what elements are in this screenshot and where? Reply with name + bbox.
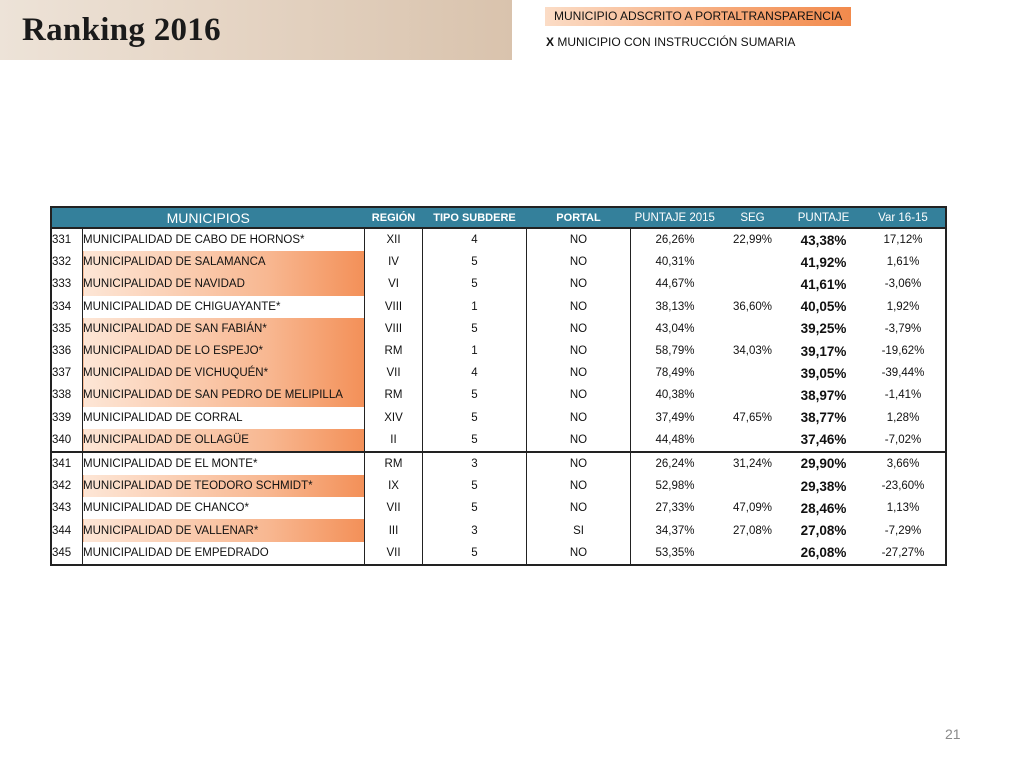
- portal-cell: NO: [527, 384, 631, 406]
- puntaje-2015-cell: 40,38%: [631, 384, 720, 406]
- table-row: [51, 296, 946, 318]
- seg-cell: [719, 251, 786, 273]
- region-cell: VI: [365, 273, 423, 295]
- legend-sumaria: [546, 35, 795, 49]
- puntaje-2015-cell: 44,67%: [631, 273, 720, 295]
- portal-cell: NO: [527, 497, 631, 519]
- table-row: [51, 429, 946, 452]
- header-puntaje-2015: PUNTAJE 2015: [631, 207, 720, 228]
- rank-cell: 338: [51, 384, 83, 406]
- puntaje-cell: 38,97%: [800, 387, 847, 403]
- ranking-table: [50, 206, 947, 566]
- variation-cell: -1,41%: [861, 384, 946, 406]
- region-cell: VII: [365, 362, 423, 384]
- puntaje-2015-cell: 44,48%: [631, 429, 720, 452]
- seg-cell: 36,60%: [732, 300, 772, 313]
- puntaje-2015-cell: 26,24%: [631, 452, 720, 475]
- table-row: [51, 362, 946, 384]
- puntaje-cell: 41,92%: [800, 254, 847, 270]
- variation-cell: 1,13%: [861, 497, 946, 519]
- table-header-row: [51, 207, 946, 228]
- table-body: [51, 228, 946, 565]
- variation-cell: 1,92%: [861, 296, 946, 318]
- header-tipo: TIPO SUBDERE: [423, 207, 527, 228]
- header-region: REGIÓN: [365, 207, 423, 228]
- legend-adscrito: MUNICIPIO ADSCRITO A PORTALTRANSPARENCIA: [545, 7, 851, 26]
- seg-cell: [719, 475, 786, 497]
- tipo-subdere-cell: 5: [423, 475, 527, 497]
- tipo-subdere-cell: 5: [423, 497, 527, 519]
- seg-cell: 22,99%: [719, 228, 786, 251]
- puntaje-cell: 29,38%: [800, 478, 847, 494]
- variation-cell: 1,28%: [861, 407, 946, 429]
- rank-cell: 339: [51, 407, 83, 429]
- rank-cell: 335: [51, 318, 83, 340]
- table-row: [51, 542, 946, 565]
- puntaje-2015-cell: 40,31%: [631, 251, 720, 273]
- region-cell: XII: [365, 228, 423, 251]
- municipality-cell: MUNICIPALIDAD DE CHIGUAYANTE*: [83, 296, 365, 318]
- region-cell: RM: [365, 452, 423, 475]
- region-cell: VII: [365, 497, 423, 519]
- portal-cell: SI: [527, 519, 631, 541]
- portal-cell: NO: [527, 542, 631, 565]
- portal-cell: NO: [527, 452, 631, 475]
- portal-cell: NO: [527, 296, 631, 318]
- seg-cell: 31,24%: [719, 452, 786, 475]
- table-row: [51, 475, 946, 497]
- seg-cell: [719, 362, 786, 384]
- variation-cell: -7,29%: [861, 519, 946, 541]
- municipality-cell: MUNICIPALIDAD DE NAVIDAD: [83, 273, 365, 295]
- seg-cell: [719, 384, 786, 406]
- puntaje-cell: 39,25%: [800, 321, 847, 337]
- rank-cell: 334: [51, 296, 83, 318]
- table-row: [51, 318, 946, 340]
- page-title: Ranking 2016: [22, 12, 221, 48]
- municipality-cell: MUNICIPALIDAD DE CORRAL: [83, 407, 365, 429]
- region-cell: IX: [365, 475, 423, 497]
- rank-cell: 345: [51, 542, 83, 565]
- table-row: [51, 384, 946, 406]
- variation-cell: 17,12%: [861, 228, 946, 251]
- portal-cell: NO: [527, 407, 631, 429]
- puntaje-2015-cell: 38,13%: [631, 296, 720, 318]
- page-number: 21: [945, 726, 961, 742]
- rank-cell: 331: [51, 228, 83, 251]
- municipality-cell: MUNICIPALIDAD DE SAN PEDRO DE MELIPILLA: [83, 384, 365, 406]
- puntaje-2015-cell: 78,49%: [631, 362, 720, 384]
- rank-cell: 341: [51, 452, 83, 475]
- tipo-subdere-cell: 5: [423, 407, 527, 429]
- region-cell: VII: [365, 542, 423, 565]
- region-cell: RM: [365, 340, 423, 362]
- seg-cell: 34,03%: [732, 345, 772, 358]
- seg-cell: 47,09%: [732, 502, 772, 515]
- portal-cell: NO: [527, 273, 631, 295]
- puntaje-cell: 39,05%: [800, 365, 847, 381]
- tipo-subdere-cell: 5: [423, 542, 527, 565]
- tipo-subdere-cell: 1: [423, 296, 527, 318]
- portal-cell: NO: [527, 362, 631, 384]
- header-portal: PORTAL: [527, 207, 631, 228]
- portal-cell: NO: [527, 251, 631, 273]
- portal-cell: NO: [527, 475, 631, 497]
- puntaje-2015-cell: 34,37%: [631, 519, 720, 541]
- variation-cell: -7,02%: [861, 429, 946, 452]
- puntaje-2015-cell: 52,98%: [631, 475, 720, 497]
- table-row: [51, 452, 946, 475]
- table-row: [51, 251, 946, 273]
- table-row: [51, 273, 946, 295]
- rank-cell: 337: [51, 362, 83, 384]
- seg-cell: [719, 318, 786, 340]
- portal-cell: NO: [527, 318, 631, 340]
- portal-cell: NO: [527, 429, 631, 452]
- puntaje-2015-cell: 43,04%: [631, 318, 720, 340]
- puntaje-cell: 29,90%: [786, 452, 861, 475]
- tipo-subdere-cell: 5: [423, 384, 527, 406]
- tipo-subdere-cell: 3: [423, 519, 527, 541]
- municipality-cell: MUNICIPALIDAD DE CHANCO*: [83, 497, 365, 519]
- rank-cell: 342: [51, 475, 83, 497]
- puntaje-2015-cell: 58,79%: [631, 340, 720, 362]
- region-cell: II: [365, 429, 423, 452]
- municipality-cell: MUNICIPALIDAD DE VICHUQUÉN*: [83, 362, 365, 384]
- variation-cell: -3,06%: [861, 273, 946, 295]
- seg-cell: [719, 273, 786, 295]
- municipality-cell: MUNICIPALIDAD DE TEODORO SCHMIDT*: [83, 475, 365, 497]
- puntaje-cell: 37,46%: [800, 432, 847, 448]
- tipo-subdere-cell: 5: [423, 429, 527, 452]
- municipality-cell: MUNICIPALIDAD DE VALLENAR*: [83, 519, 365, 541]
- puntaje-cell: 40,05%: [800, 299, 847, 315]
- seg-cell: [719, 429, 786, 452]
- portal-cell: NO: [527, 228, 631, 251]
- municipality-cell: MUNICIPALIDAD DE EMPEDRADO: [83, 542, 365, 565]
- region-cell: RM: [365, 384, 423, 406]
- seg-cell: 27,08%: [732, 524, 772, 537]
- portal-cell: NO: [527, 340, 631, 362]
- rank-cell: 340: [51, 429, 83, 452]
- table-row: [51, 497, 946, 519]
- tipo-subdere-cell: 4: [423, 362, 527, 384]
- puntaje-cell: 26,08%: [786, 542, 861, 565]
- municipality-cell: MUNICIPALIDAD DE SAN FABIÁN*: [83, 318, 365, 340]
- rank-cell: 336: [51, 340, 83, 362]
- rank-cell: 344: [51, 519, 83, 541]
- tipo-subdere-cell: 3: [423, 452, 527, 475]
- variation-cell: -19,62%: [861, 340, 946, 362]
- municipality-cell: MUNICIPALIDAD DE SALAMANCA: [83, 251, 365, 273]
- puntaje-2015-cell: 53,35%: [631, 542, 720, 565]
- header-puntaje: PUNTAJE: [786, 207, 861, 228]
- region-cell: VIII: [365, 296, 423, 318]
- rank-cell: 343: [51, 497, 83, 519]
- puntaje-2015-cell: 26,26%: [631, 228, 720, 251]
- puntaje-2015-cell: 37,49%: [631, 407, 720, 429]
- variation-cell: 3,66%: [861, 452, 946, 475]
- region-cell: IV: [365, 251, 423, 273]
- municipality-cell: MUNICIPALIDAD DE CABO DE HORNOS*: [83, 228, 365, 251]
- variation-cell: -23,60%: [861, 475, 946, 497]
- region-cell: III: [365, 519, 423, 541]
- seg-cell: 47,65%: [732, 411, 772, 424]
- tipo-subdere-cell: 5: [423, 318, 527, 340]
- legend-sumaria-label: MUNICIPIO CON INSTRUCCIÓN SUMARIA: [554, 35, 796, 49]
- table-row: [51, 228, 946, 251]
- region-cell: XIV: [365, 407, 423, 429]
- municipality-cell: MUNICIPALIDAD DE LO ESPEJO*: [83, 340, 365, 362]
- municipality-cell: MUNICIPALIDAD DE EL MONTE*: [83, 452, 365, 475]
- table-row: [51, 407, 946, 429]
- table-row: [51, 340, 946, 362]
- tipo-subdere-cell: 4: [423, 228, 527, 251]
- rank-cell: 333: [51, 273, 83, 295]
- tipo-subdere-cell: 5: [423, 273, 527, 295]
- puntaje-cell: 27,08%: [800, 523, 847, 539]
- puntaje-cell: 38,77%: [800, 410, 847, 426]
- header-var: Var 16-15: [861, 207, 946, 228]
- municipality-cell: MUNICIPALIDAD DE OLLAGÜE: [83, 429, 365, 452]
- tipo-subdere-cell: 1: [423, 340, 527, 362]
- puntaje-cell: 41,61%: [800, 276, 847, 292]
- region-cell: VIII: [365, 318, 423, 340]
- sumaria-mark: X: [546, 35, 555, 49]
- seg-cell: [719, 542, 786, 565]
- puntaje-cell: 43,38%: [786, 228, 861, 251]
- variation-cell: -27,27%: [861, 542, 946, 565]
- variation-cell: 1,61%: [861, 251, 946, 273]
- table-row: [51, 519, 946, 541]
- puntaje-cell: 28,46%: [800, 500, 847, 516]
- header-seg: SEG: [719, 207, 786, 228]
- rank-cell: 332: [51, 251, 83, 273]
- puntaje-cell: 39,17%: [800, 343, 847, 359]
- puntaje-2015-cell: 27,33%: [631, 497, 720, 519]
- header-municipios: MUNICIPIOS: [51, 207, 365, 228]
- variation-cell: -3,79%: [861, 318, 946, 340]
- tipo-subdere-cell: 5: [423, 251, 527, 273]
- variation-cell: -39,44%: [861, 362, 946, 384]
